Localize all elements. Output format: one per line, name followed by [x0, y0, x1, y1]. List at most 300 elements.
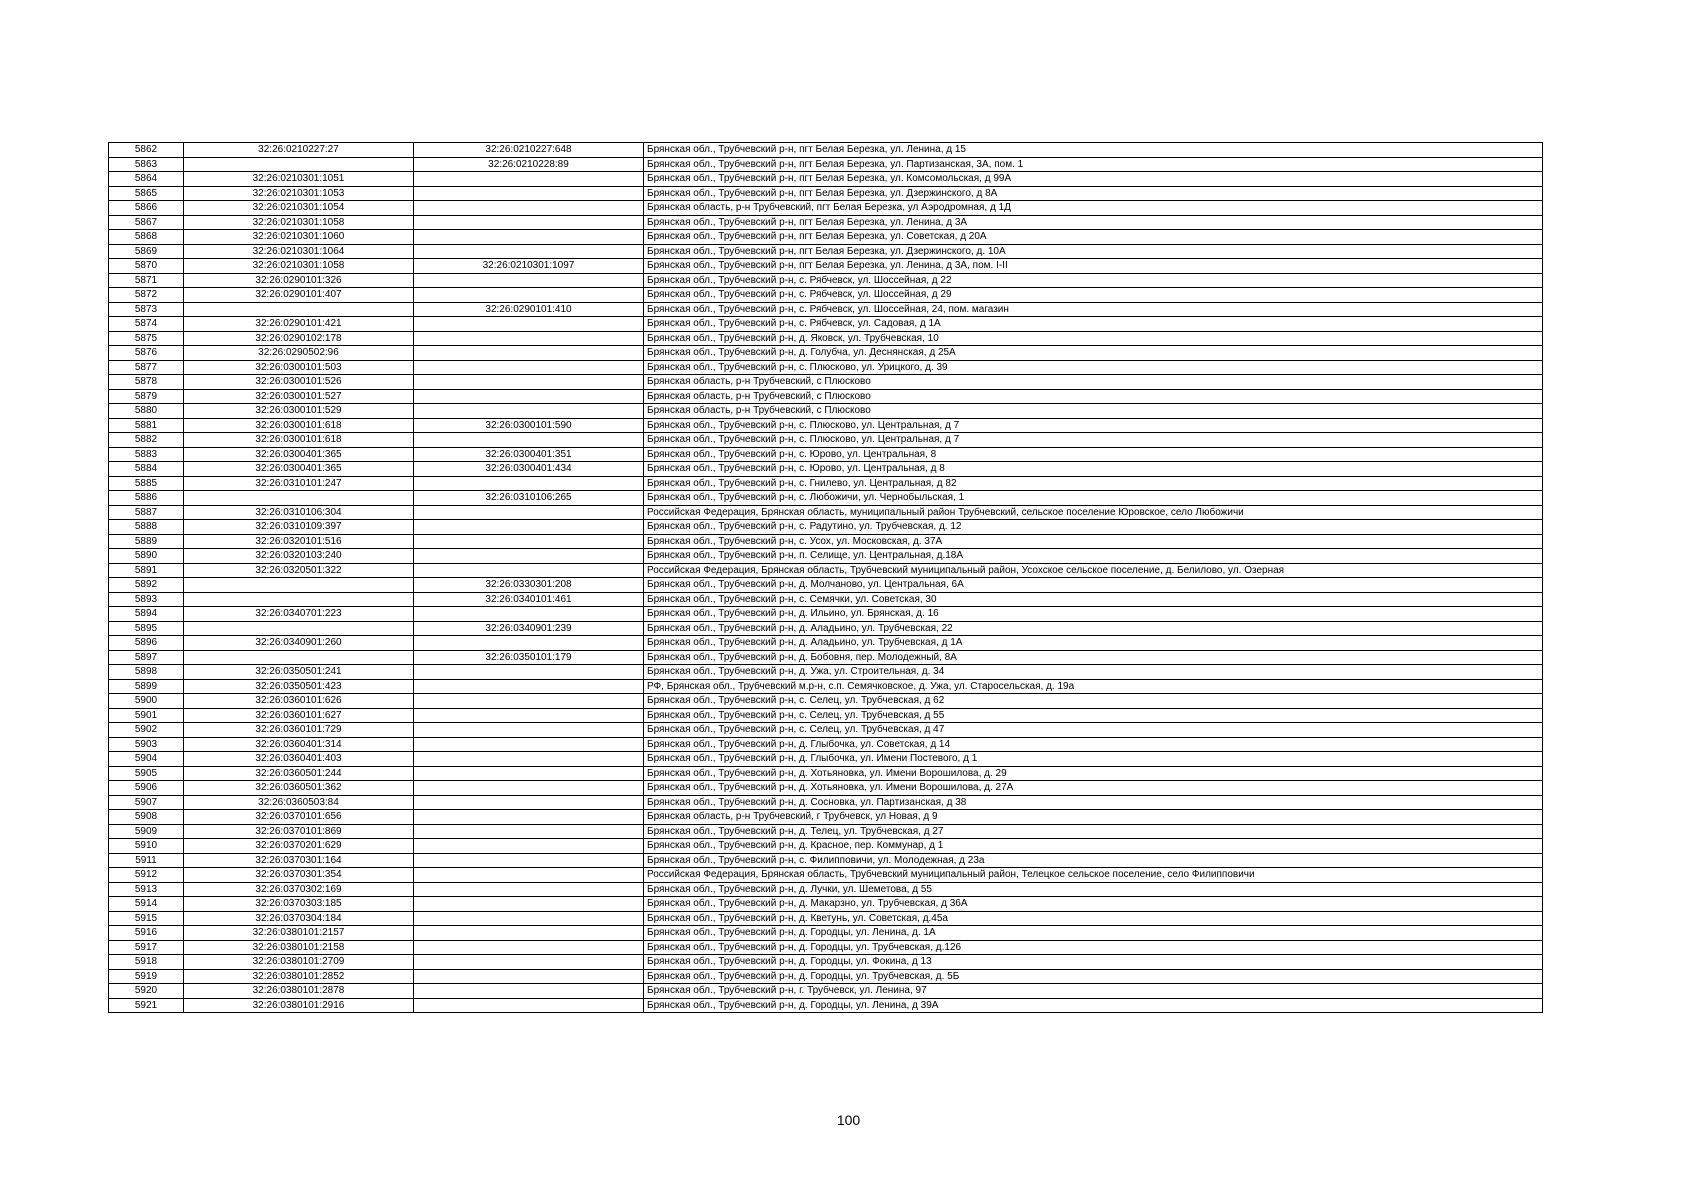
- row-number-cell: 5901: [109, 708, 184, 723]
- cadastral-number-cell: 32:26:0210301:1064: [184, 244, 414, 259]
- table-row: [109, 462, 1543, 477]
- premises-cadastral-number-cell: [414, 868, 644, 883]
- cadastral-number-cell: 32:26:0360101:627: [184, 708, 414, 723]
- table-row: [109, 288, 1543, 303]
- table-row: [109, 375, 1543, 390]
- table-row: [109, 911, 1543, 926]
- row-number-cell: 5875: [109, 331, 184, 346]
- row-number-cell: 5877: [109, 360, 184, 375]
- cadastral-number-cell: 32:26:0360101:626: [184, 694, 414, 709]
- table-row: [109, 665, 1543, 680]
- address-cell: Брянская обл., Трубчевский р-н, с. Рябчевск, ул. Шоссейная, 24, пом. магазин: [644, 302, 1543, 317]
- premises-cadastral-number-cell: 32:26:0300401:434: [414, 462, 644, 477]
- premises-cadastral-number-cell: [414, 201, 644, 216]
- premises-cadastral-number-cell: [414, 230, 644, 245]
- table-row: [109, 157, 1543, 172]
- address-cell: Брянская обл., Трубчевский р-н, д. Хотьяновка, ул. Имени Ворошилова, д. 27А: [644, 781, 1543, 796]
- table-row: [109, 520, 1543, 535]
- cadastral-number-cell: 32:26:0310109:397: [184, 520, 414, 535]
- address-cell: Брянская обл., Трубчевский р-н, с. Селец, ул. Трубчевская, д 55: [644, 708, 1543, 723]
- row-number-cell: 5890: [109, 549, 184, 564]
- table-row: [109, 201, 1543, 216]
- premises-cadastral-number-cell: 32:26:0290101:410: [414, 302, 644, 317]
- table-row: [109, 708, 1543, 723]
- premises-cadastral-number-cell: [414, 795, 644, 810]
- address-cell: Брянская обл., Трубчевский р-н, с. Плюсково, ул. Урицкого, д. 39: [644, 360, 1543, 375]
- premises-cadastral-number-cell: [414, 694, 644, 709]
- address-cell: Брянская обл., Трубчевский р-н, пгт Белая Березка, ул. Советская, д 20А: [644, 230, 1543, 245]
- premises-cadastral-number-cell: [414, 940, 644, 955]
- premises-cadastral-number-cell: [414, 882, 644, 897]
- premises-cadastral-number-cell: [414, 839, 644, 854]
- cadastral-number-cell: 32:26:0380101:2852: [184, 969, 414, 984]
- cadastral-number-cell: [184, 592, 414, 607]
- address-cell: Брянская обл., Трубчевский р-н, д. Бобовня, пер. Молодежный, 8А: [644, 650, 1543, 665]
- table-row: [109, 563, 1543, 578]
- address-cell: Брянская обл., Трубчевский р-н, д. Молчаново, ул. Центральная, 6А: [644, 578, 1543, 593]
- premises-cadastral-number-cell: [414, 824, 644, 839]
- premises-cadastral-number-cell: [414, 186, 644, 201]
- row-number-cell: 5917: [109, 940, 184, 955]
- address-cell: Брянская обл., Трубчевский р-н, с. Усох, ул. Московская, д. 37А: [644, 534, 1543, 549]
- address-cell: Брянская обл., Трубчевский р-н, пгт Белая Березка, ул. Комсомольская, д 99А: [644, 172, 1543, 187]
- table-row: [109, 868, 1543, 883]
- row-number-cell: 5894: [109, 607, 184, 622]
- row-number-cell: 5895: [109, 621, 184, 636]
- table-row: [109, 810, 1543, 825]
- row-number-cell: 5869: [109, 244, 184, 259]
- registry-table-body: [109, 143, 1543, 1013]
- table-row: [109, 969, 1543, 984]
- cadastral-number-cell: 32:26:0380101:2157: [184, 926, 414, 941]
- premises-cadastral-number-cell: [414, 607, 644, 622]
- cadastral-number-cell: 32:26:0300101:527: [184, 389, 414, 404]
- premises-cadastral-number-cell: [414, 853, 644, 868]
- table-row: [109, 882, 1543, 897]
- cadastral-number-cell: 32:26:0370101:656: [184, 810, 414, 825]
- table-row: [109, 447, 1543, 462]
- row-number-cell: 5886: [109, 491, 184, 506]
- cadastral-number-cell: 32:26:0210301:1060: [184, 230, 414, 245]
- row-number-cell: 5893: [109, 592, 184, 607]
- table-row: [109, 578, 1543, 593]
- premises-cadastral-number-cell: [414, 708, 644, 723]
- cadastral-number-cell: 32:26:0300101:526: [184, 375, 414, 390]
- premises-cadastral-number-cell: [414, 984, 644, 999]
- row-number-cell: 5867: [109, 215, 184, 230]
- row-number-cell: 5900: [109, 694, 184, 709]
- row-number-cell: 5914: [109, 897, 184, 912]
- table-row: [109, 752, 1543, 767]
- address-cell: Брянская обл., Трубчевский р-н, с. Юрово, ул. Центральная, д 8: [644, 462, 1543, 477]
- row-number-cell: 5873: [109, 302, 184, 317]
- address-cell: Российская Федерация, Брянская область, муниципальный район Трубчевский, сельское поселение Юровское, село Любожичи: [644, 505, 1543, 520]
- table-row: [109, 505, 1543, 520]
- table-row: [109, 404, 1543, 419]
- row-number-cell: 5868: [109, 230, 184, 245]
- premises-cadastral-number-cell: 32:26:0210227:648: [414, 143, 644, 158]
- address-cell: Брянская обл., Трубчевский р-н, д. Лучки, ул. Шеметова, д 55: [644, 882, 1543, 897]
- cadastral-number-cell: 32:26:0380101:2916: [184, 998, 414, 1013]
- row-number-cell: 5919: [109, 969, 184, 984]
- address-cell: Брянская обл., Трубчевский р-н, с. Плюсково, ул. Центральная, д 7: [644, 418, 1543, 433]
- cadastral-number-cell: 32:26:0360101:729: [184, 723, 414, 738]
- table-row: [109, 244, 1543, 259]
- premises-cadastral-number-cell: [414, 317, 644, 332]
- premises-cadastral-number-cell: [414, 897, 644, 912]
- address-cell: Брянская обл., Трубчевский р-н, г. Трубчевск, ул. Ленина, 97: [644, 984, 1543, 999]
- cadastral-number-cell: 32:26:0320101:516: [184, 534, 414, 549]
- premises-cadastral-number-cell: [414, 404, 644, 419]
- address-cell: Брянская обл., Трубчевский р-н, д. Сосновка, ул. Партизанская, д 38: [644, 795, 1543, 810]
- cadastral-number-cell: 32:26:0360401:403: [184, 752, 414, 767]
- premises-cadastral-number-cell: [414, 723, 644, 738]
- address-cell: Брянская обл., Трубчевский р-н, д. Городцы, ул. Трубчевская, д. 5Б: [644, 969, 1543, 984]
- cadastral-number-cell: 32:26:0370304:184: [184, 911, 414, 926]
- premises-cadastral-number-cell: [414, 665, 644, 680]
- row-number-cell: 5897: [109, 650, 184, 665]
- row-number-cell: 5909: [109, 824, 184, 839]
- address-cell: Брянская обл., Трубчевский р-н, д. Городцы, ул. Фокина, д 13: [644, 955, 1543, 970]
- row-number-cell: 5902: [109, 723, 184, 738]
- premises-cadastral-number-cell: [414, 752, 644, 767]
- table-row: [109, 491, 1543, 506]
- row-number-cell: 5864: [109, 172, 184, 187]
- table-row: [109, 389, 1543, 404]
- row-number-cell: 5905: [109, 766, 184, 781]
- address-cell: Брянская обл., Трубчевский р-н, д. Яковск, ул. Трубчевская, 10: [644, 331, 1543, 346]
- table-row: [109, 723, 1543, 738]
- row-number-cell: 5889: [109, 534, 184, 549]
- cadastral-number-cell: 32:26:0300101:503: [184, 360, 414, 375]
- table-row: [109, 679, 1543, 694]
- table-row: [109, 650, 1543, 665]
- premises-cadastral-number-cell: [414, 737, 644, 752]
- address-cell: Брянская обл., Трубчевский р-н, д. Глыбочка, ул. Имени Постевого, д 1: [644, 752, 1543, 767]
- cadastral-number-cell: 32:26:0210301:1053: [184, 186, 414, 201]
- address-cell: Брянская обл., Трубчевский р-н, пгт Белая Березка, ул. Ленина, д 3А: [644, 215, 1543, 230]
- premises-cadastral-number-cell: 32:26:0210228:89: [414, 157, 644, 172]
- row-number-cell: 5866: [109, 201, 184, 216]
- table-row: [109, 636, 1543, 651]
- address-cell: Российская Федерация, Брянская область, Трубчевский муниципальный район, Усохское сельское поселение, д. Белилово, ул. Озерная: [644, 563, 1543, 578]
- premises-cadastral-number-cell: [414, 766, 644, 781]
- cadastral-number-cell: 32:26:0290101:326: [184, 273, 414, 288]
- cadastral-number-cell: 32:26:0370201:629: [184, 839, 414, 854]
- premises-cadastral-number-cell: [414, 433, 644, 448]
- table-row: [109, 534, 1543, 549]
- row-number-cell: 5881: [109, 418, 184, 433]
- address-cell: Брянская обл., Трубчевский р-н, пгт Белая Березка, ул. Ленина, д 3А, пом. I-II: [644, 259, 1543, 274]
- premises-cadastral-number-cell: [414, 476, 644, 491]
- row-number-cell: 5896: [109, 636, 184, 651]
- table-row: [109, 781, 1543, 796]
- cadastral-number-cell: 32:26:0300101:618: [184, 418, 414, 433]
- premises-cadastral-number-cell: [414, 389, 644, 404]
- page-number: 100: [836, 1112, 861, 1128]
- table-row: [109, 317, 1543, 332]
- table-row: [109, 418, 1543, 433]
- premises-cadastral-number-cell: [414, 375, 644, 390]
- address-cell: Брянская обл., Трубчевский р-н, д. Телец, ул. Трубчевская, д 27: [644, 824, 1543, 839]
- premises-cadastral-number-cell: [414, 215, 644, 230]
- premises-cadastral-number-cell: [414, 288, 644, 303]
- table-row: [109, 926, 1543, 941]
- address-cell: РФ, Брянская обл., Трубчевский м.р-н, с.п. Семячковское, д. Ужа, ул. Старосельская, д. 19а: [644, 679, 1543, 694]
- row-number-cell: 5878: [109, 375, 184, 390]
- table-row: [109, 897, 1543, 912]
- premises-cadastral-number-cell: 32:26:0310106:265: [414, 491, 644, 506]
- address-cell: Брянская обл., Трубчевский р-н, д. Хотьяновка, ул. Имени Ворошилова, д. 29: [644, 766, 1543, 781]
- premises-cadastral-number-cell: [414, 969, 644, 984]
- cadastral-number-cell: 32:26:0310101:247: [184, 476, 414, 491]
- address-cell: Брянская обл., Трубчевский р-н, п. Селище, ул. Центральная, д.18А: [644, 549, 1543, 564]
- cadastral-number-cell: 32:26:0290101:407: [184, 288, 414, 303]
- premises-cadastral-number-cell: [414, 636, 644, 651]
- row-number-cell: 5880: [109, 404, 184, 419]
- row-number-cell: 5863: [109, 157, 184, 172]
- premises-cadastral-number-cell: 32:26:0340101:461: [414, 592, 644, 607]
- row-number-cell: 5910: [109, 839, 184, 854]
- table-row: [109, 592, 1543, 607]
- cadastral-number-cell: 32:26:0350501:241: [184, 665, 414, 680]
- address-cell: Брянская обл., Трубчевский р-н, с. Филипповичи, ул. Молодежная, д 23а: [644, 853, 1543, 868]
- table-row: [109, 621, 1543, 636]
- table-row: [109, 694, 1543, 709]
- cadastral-number-cell: 32:26:0370301:164: [184, 853, 414, 868]
- table-row: [109, 940, 1543, 955]
- row-number-cell: 5916: [109, 926, 184, 941]
- cadastral-number-cell: 32:26:0360501:244: [184, 766, 414, 781]
- cadastral-number-cell: 32:26:0380101:2709: [184, 955, 414, 970]
- cadastral-number-cell: 32:26:0380101:2878: [184, 984, 414, 999]
- cadastral-number-cell: 32:26:0290101:421: [184, 317, 414, 332]
- cadastral-number-cell: [184, 157, 414, 172]
- row-number-cell: 5921: [109, 998, 184, 1013]
- premises-cadastral-number-cell: [414, 926, 644, 941]
- premises-cadastral-number-cell: [414, 273, 644, 288]
- premises-cadastral-number-cell: [414, 549, 644, 564]
- cadastral-number-cell: 32:26:0370301:354: [184, 868, 414, 883]
- premises-cadastral-number-cell: [414, 331, 644, 346]
- cadastral-number-cell: 32:26:0380101:2158: [184, 940, 414, 955]
- premises-cadastral-number-cell: [414, 172, 644, 187]
- table-row: [109, 360, 1543, 375]
- address-cell: Брянская обл., Трубчевский р-н, с. Юрово, ул. Центральная, 8: [644, 447, 1543, 462]
- table-row: [109, 273, 1543, 288]
- premises-cadastral-number-cell: [414, 781, 644, 796]
- address-cell: Брянская обл., Трубчевский р-н, с. Плюсково, ул. Центральная, д 7: [644, 433, 1543, 448]
- premises-cadastral-number-cell: [414, 911, 644, 926]
- address-cell: Российская Федерация, Брянская область, Трубчевский муниципальный район, Телецкое сельское поселение, село Филипповичи: [644, 868, 1543, 883]
- address-cell: Брянская область, р-н Трубчевский, с Плюсково: [644, 404, 1543, 419]
- row-number-cell: 5872: [109, 288, 184, 303]
- cadastral-number-cell: [184, 491, 414, 506]
- table-row: [109, 186, 1543, 201]
- premises-cadastral-number-cell: [414, 346, 644, 361]
- cadastral-number-cell: [184, 650, 414, 665]
- cadastral-number-cell: 32:26:0210301:1051: [184, 172, 414, 187]
- premises-cadastral-number-cell: [414, 520, 644, 535]
- address-cell: Брянская обл., Трубчевский р-н, д. Глыбочка, ул. Советская, д 14: [644, 737, 1543, 752]
- address-cell: Брянская обл., Трубчевский р-н, с. Семячки, ул. Советская, 30: [644, 592, 1543, 607]
- cadastral-number-cell: 32:26:0360401:314: [184, 737, 414, 752]
- cadastral-number-cell: [184, 578, 414, 593]
- table-row: [109, 984, 1543, 999]
- table-row: [109, 998, 1543, 1013]
- address-cell: Брянская обл., Трубчевский р-н, с. Рябчевск, ул. Садовая, д 1А: [644, 317, 1543, 332]
- row-number-cell: 5882: [109, 433, 184, 448]
- table-row: [109, 230, 1543, 245]
- address-cell: Брянская область, р-н Трубчевский, пгт Белая Березка, ул Аэродромная, д 1Д: [644, 201, 1543, 216]
- address-cell: Брянская область, р-н Трубчевский, с Плюсково: [644, 389, 1543, 404]
- table-row: [109, 737, 1543, 752]
- row-number-cell: 5888: [109, 520, 184, 535]
- cadastral-number-cell: 32:26:0290502:96: [184, 346, 414, 361]
- row-number-cell: 5898: [109, 665, 184, 680]
- table-row: [109, 346, 1543, 361]
- cadastral-number-cell: 32:26:0310106:304: [184, 505, 414, 520]
- premises-cadastral-number-cell: 32:26:0330301:208: [414, 578, 644, 593]
- address-cell: Брянская обл., Трубчевский р-н, д. Городцы, ул. Трубчевская, д.126: [644, 940, 1543, 955]
- row-number-cell: 5871: [109, 273, 184, 288]
- premises-cadastral-number-cell: 32:26:0300401:351: [414, 447, 644, 462]
- table-row: [109, 839, 1543, 854]
- row-number-cell: 5899: [109, 679, 184, 694]
- table-row: [109, 143, 1543, 158]
- cadastral-number-cell: 32:26:0370303:185: [184, 897, 414, 912]
- table-row: [109, 766, 1543, 781]
- premises-cadastral-number-cell: 32:26:0300101:590: [414, 418, 644, 433]
- table-row: [109, 824, 1543, 839]
- row-number-cell: 5883: [109, 447, 184, 462]
- table-row: [109, 433, 1543, 448]
- row-number-cell: 5865: [109, 186, 184, 201]
- cadastral-number-cell: 32:26:0210301:1058: [184, 215, 414, 230]
- address-cell: Брянская обл., Трубчевский р-н, д. Голубча, ул. Деснянская, д 25А: [644, 346, 1543, 361]
- cadastral-number-cell: 32:26:0300401:365: [184, 447, 414, 462]
- cadastral-number-cell: 32:26:0320501:322: [184, 563, 414, 578]
- table-row: [109, 607, 1543, 622]
- row-number-cell: 5874: [109, 317, 184, 332]
- address-cell: Брянская обл., Трубчевский р-н, с. Гнилево, ул. Центральная, д 82: [644, 476, 1543, 491]
- row-number-cell: 5876: [109, 346, 184, 361]
- cadastral-number-cell: 32:26:0370302:169: [184, 882, 414, 897]
- premises-cadastral-number-cell: 32:26:0210301:1097: [414, 259, 644, 274]
- address-cell: Брянская обл., Трубчевский р-н, пгт Белая Березка, ул. Дзержинского, д. 10А: [644, 244, 1543, 259]
- table-row: [109, 549, 1543, 564]
- row-number-cell: 5906: [109, 781, 184, 796]
- premises-cadastral-number-cell: 32:26:0350101:179: [414, 650, 644, 665]
- cadastral-number-cell: 32:26:0340701:223: [184, 607, 414, 622]
- table-row: [109, 172, 1543, 187]
- row-number-cell: 5887: [109, 505, 184, 520]
- table-row: [109, 259, 1543, 274]
- property-registry-table: [108, 142, 1543, 1013]
- address-cell: Брянская обл., Трубчевский р-н, д. Городцы, ул. Ленина, д 39А: [644, 998, 1543, 1013]
- row-number-cell: 5885: [109, 476, 184, 491]
- premises-cadastral-number-cell: [414, 534, 644, 549]
- address-cell: Брянская область, р-н Трубчевский, с Плюсково: [644, 375, 1543, 390]
- cadastral-number-cell: 32:26:0210301:1058: [184, 259, 414, 274]
- table-row: [109, 955, 1543, 970]
- cadastral-number-cell: 32:26:0300101:529: [184, 404, 414, 419]
- row-number-cell: 5870: [109, 259, 184, 274]
- row-number-cell: 5903: [109, 737, 184, 752]
- row-number-cell: 5879: [109, 389, 184, 404]
- cadastral-number-cell: 32:26:0300401:365: [184, 462, 414, 477]
- premises-cadastral-number-cell: [414, 810, 644, 825]
- row-number-cell: 5884: [109, 462, 184, 477]
- address-cell: Брянская обл., Трубчевский р-н, с. Селец, ул. Трубчевская, д 47: [644, 723, 1543, 738]
- cadastral-number-cell: 32:26:0210301:1054: [184, 201, 414, 216]
- row-number-cell: 5920: [109, 984, 184, 999]
- row-number-cell: 5891: [109, 563, 184, 578]
- address-cell: Брянская обл., Трубчевский р-н, пгт Белая Березка, ул. Ленина, д 15: [644, 143, 1543, 158]
- premises-cadastral-number-cell: [414, 563, 644, 578]
- table-row: [109, 215, 1543, 230]
- premises-cadastral-number-cell: [414, 244, 644, 259]
- row-number-cell: 5862: [109, 143, 184, 158]
- address-cell: Брянская обл., Трубчевский р-н, д. Красное, пер. Коммунар, д 1: [644, 839, 1543, 854]
- table-row: [109, 853, 1543, 868]
- cadastral-number-cell: 32:26:0340901:260: [184, 636, 414, 651]
- row-number-cell: 5907: [109, 795, 184, 810]
- address-cell: Брянская обл., Трубчевский р-н, д. Ильино, ул. Брянская, д. 16: [644, 607, 1543, 622]
- address-cell: Брянская обл., Трубчевский р-н, д. Аладьино, ул. Трубчевская, д 1А: [644, 636, 1543, 651]
- cadastral-number-cell: [184, 302, 414, 317]
- address-cell: Брянская обл., Трубчевский р-н, с. Любожичи, ул. Чернобыльская, 1: [644, 491, 1543, 506]
- table-row: [109, 795, 1543, 810]
- row-number-cell: 5911: [109, 853, 184, 868]
- address-cell: Брянская обл., Трубчевский р-н, пгт Белая Березка, ул. Партизанская, 3А, пом. 1: [644, 157, 1543, 172]
- cadastral-number-cell: 32:26:0350501:423: [184, 679, 414, 694]
- premises-cadastral-number-cell: [414, 998, 644, 1013]
- cadastral-number-cell: 32:26:0210227:27: [184, 143, 414, 158]
- address-cell: Брянская обл., Трубчевский р-н, д. Кветунь, ул. Советская, д.45а: [644, 911, 1543, 926]
- table-row: [109, 476, 1543, 491]
- cadastral-number-cell: 32:26:0300101:618: [184, 433, 414, 448]
- address-cell: Брянская область, р-н Трубчевский, г Трубчевск, ул Новая, д 9: [644, 810, 1543, 825]
- address-cell: Брянская обл., Трубчевский р-н, с. Селец, ул. Трубчевская, д 62: [644, 694, 1543, 709]
- row-number-cell: 5892: [109, 578, 184, 593]
- address-cell: Брянская обл., Трубчевский р-н, с. Рябчевск, ул. Шоссейная, д 22: [644, 273, 1543, 288]
- address-cell: Брянская обл., Трубчевский р-н, д. Ужа, ул. Строительная, д. 34: [644, 665, 1543, 680]
- address-cell: Брянская обл., Трубчевский р-н, с. Радутино, ул. Трубчевская, д. 12: [644, 520, 1543, 535]
- premises-cadastral-number-cell: [414, 679, 644, 694]
- cadastral-number-cell: 32:26:0370101:869: [184, 824, 414, 839]
- address-cell: Брянская обл., Трубчевский р-н, пгт Белая Березка, ул. Дзержинского, д 8А: [644, 186, 1543, 201]
- cadastral-number-cell: 32:26:0360503:84: [184, 795, 414, 810]
- row-number-cell: 5913: [109, 882, 184, 897]
- row-number-cell: 5908: [109, 810, 184, 825]
- cadastral-number-cell: [184, 621, 414, 636]
- premises-cadastral-number-cell: 32:26:0340901:239: [414, 621, 644, 636]
- row-number-cell: 5912: [109, 868, 184, 883]
- cadastral-number-cell: 32:26:0290102:178: [184, 331, 414, 346]
- row-number-cell: 5918: [109, 955, 184, 970]
- address-cell: Брянская обл., Трубчевский р-н, д. Городцы, ул. Ленина, д. 1А: [644, 926, 1543, 941]
- premises-cadastral-number-cell: [414, 955, 644, 970]
- premises-cadastral-number-cell: [414, 505, 644, 520]
- row-number-cell: 5904: [109, 752, 184, 767]
- table-row: [109, 331, 1543, 346]
- premises-cadastral-number-cell: [414, 360, 644, 375]
- row-number-cell: 5915: [109, 911, 184, 926]
- address-cell: Брянская обл., Трубчевский р-н, д. Макарзно, ул. Трубчевская, д 36А: [644, 897, 1543, 912]
- address-cell: Брянская обл., Трубчевский р-н, с. Рябчевск, ул. Шоссейная, д 29: [644, 288, 1543, 303]
- table-row: [109, 302, 1543, 317]
